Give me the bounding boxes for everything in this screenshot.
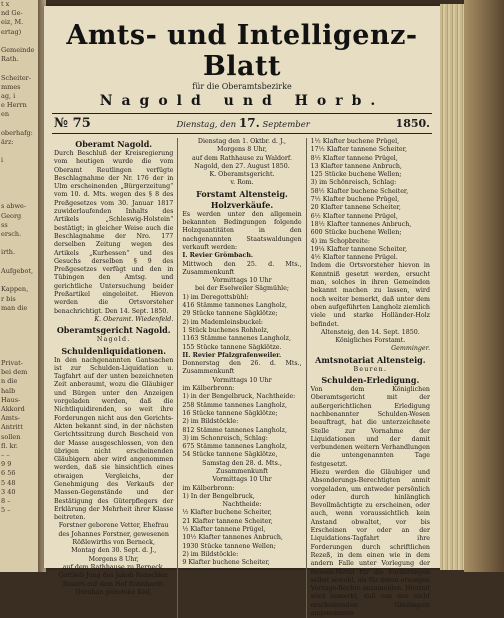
article-text: 2) im Bildstöckle: (182, 550, 239, 558)
text-columns (50, 138, 434, 618)
article-text: Zusammenkunft (216, 467, 268, 475)
article-text: Mittwoch den 25. d. Mts., Zusammenkunft (182, 260, 302, 276)
masthead (44, 6, 440, 109)
left-page-line (0, 276, 38, 285)
article-text: im Kälberbronn: (182, 484, 235, 492)
article-text: 9 Klafter buchene Scheiter, (182, 559, 270, 567)
article-text: Donnerstag den 26. d. Mts., Zusammenkunft (182, 360, 302, 376)
article-text: 17½ Klafter tannene Scheiter, (310, 146, 407, 154)
article-text: Morgens 8 Uhr, (217, 146, 267, 154)
left-page-line: s abwe- (1, 202, 27, 211)
article-text: Gemminger. (391, 345, 430, 353)
article-text: 6½ Klafter tannene Prügel, (310, 212, 398, 220)
left-page-line (0, 147, 38, 156)
article-heading: Oberamtsgericht Nagold. (56, 325, 171, 336)
article-text: Hiezu werden die Gläubiger und Absonderungs-Berechtigten anmit vorgeladen, um entweder persönlich oder durch hinlänglich Bevollmächtigte zu erscheinen, oder auch, wenn voraussichtlich kein Anstand obwaltet, vor bis Erscheinen vor oder an der Liquidations-Tagfahrt ihre Forderungen durch schriftlichen Rezeß, in dem einen wie in dem andern Falle unter Vorlegung der Beweis-Mittel für die Forderungen selbst sowohl, als für deren etwaigen Vorzugs-Rechte anzumelden. Hiermit wird bemerkt, daß von den nicht erscheinenden Gläubigern angenommen (310, 468, 430, 618)
article-text: 13 Klafter tannene Anbruch, (310, 162, 402, 170)
article-text: 812 Stämme tannenes Langholz, (182, 426, 287, 434)
left-page-line (0, 120, 38, 129)
article-text: 1) im Deregottsbühl: (182, 293, 249, 301)
book-cover-edge (464, 0, 504, 572)
left-page-line: oberhafg: (1, 128, 33, 137)
left-page-line (0, 258, 38, 267)
article-text: K. Oberamtsgericht. (209, 171, 275, 179)
article-text: 8½ Klafter tannene Prügel, (310, 154, 398, 162)
masthead-subtitle: für die Oberamtsbezirke (192, 82, 292, 91)
article-text: im Kälberbronn: (182, 385, 235, 393)
article-text: Vormittags 10 Uhr (212, 277, 272, 285)
article-text: Nagold, den 27. August 1850. (194, 162, 290, 170)
column-2 (178, 138, 306, 618)
article-text: 1) In der Bengelbruck, (182, 492, 255, 500)
date-prefix: Dienstag, den (176, 120, 237, 130)
article-text: 7½ Klafter buchene Prügel, (310, 196, 400, 204)
left-page-line: ss (1, 220, 8, 229)
article-text: Vormittags 10 Uhr (212, 376, 272, 384)
article-text: 21 Klafter tannene Scheiter, (182, 517, 273, 525)
article-text: Vormittags 10 Uhr (212, 476, 272, 484)
left-page-line (0, 184, 38, 193)
date-month: September (262, 120, 310, 130)
left-page-line: 6 56 (1, 469, 16, 478)
left-page-line: en (1, 110, 10, 119)
article-text: 3) im Schonreisch, Schlag: (182, 434, 268, 442)
left-page-line: t x (1, 0, 10, 8)
article-text: ½ Klafter tannene Prügel, (182, 526, 266, 534)
article-text: 1930 Stücke tannene Wellen; (182, 542, 276, 550)
article-text: 20 Klafter tannene Scheiter, (310, 204, 401, 212)
article-text: Nachtheide: (222, 501, 262, 509)
left-page-line: Haus- (1, 395, 21, 404)
left-page-line: 9 9 (1, 460, 12, 469)
article-text: K. Oberamt. Wiedenfeld. (94, 315, 174, 323)
article-text: Durch Beschluß der Kreisregierung vom heutigen wurde die vom Oberamt Reutlingen verfügte Beschlagnahme der Nr. 176 der in Ulm erscheinenden „Bürgerzeitung“ vom 10. d. Mts. wegen des § 8 des Preßgesetzes vom 30. Januar 1817 zuwiderlaufenden Inhalts des Artikels „Schleswig-Holstein“ bestätigt; in gleicher Weise auch die Beschlagnahme der Nro. 177 derselben Zeitung wegen des Artikels „Kurhessen“ und des Gesuchs derselben § 9 des Preßgesetzes verfügt und den in Tübingen den Amtsg. und gerichtliche Untersuchung beider Preßartikel eingeleitet. Hievon werden die Ortsvorsteher benachrichtigt. Den 14. Sept. 1850. (54, 150, 174, 315)
article-text: 10½ Klafter tannenes Anbruch, (182, 534, 283, 542)
issue-date (91, 116, 396, 130)
left-page-line: ärz: (1, 138, 14, 147)
left-page-line: Amts- (1, 414, 21, 423)
article-text: Altensteig, den 14. Sept. 1850. (320, 328, 420, 336)
left-page-line (0, 322, 38, 331)
left-page-line: ersch. (1, 230, 22, 239)
left-page-line (0, 341, 38, 350)
left-page-line: nd Ge- (1, 9, 23, 18)
article-text: 18½ Klafter tannenes Anbruch, (310, 220, 412, 228)
article-text: Es werden unter den allgemein bekannten Bedingungen folgende Holzquantitäten in den nachgenannten Staatswaldungen verkauft werden: (182, 210, 302, 251)
article-text: 29 Stücke tannene Sägklötze; (182, 310, 278, 318)
left-page-line: sollen (1, 432, 21, 441)
left-page-line (0, 193, 38, 202)
masthead-rule (52, 113, 432, 114)
left-page-line: r bis (1, 294, 16, 303)
left-page-line: Scheiter- (1, 73, 31, 82)
article-text: 3) im Schönreisch, Schlag: (310, 179, 397, 187)
left-page-line: 3 40 (1, 487, 16, 496)
left-page-line (0, 331, 38, 340)
article-heading: Schuldenliquidationen. (61, 345, 167, 356)
issue-info-line (54, 116, 430, 131)
left-page-line: 5 48 (1, 478, 16, 487)
article-text: 1163 Stämme tannenes Langholz, (182, 335, 291, 343)
left-page-line (0, 64, 38, 73)
article-text: 675 Stämme tannenes Langholz, (182, 443, 287, 451)
article-text: 1) in der Bengelbruck, Nachtheide: (182, 393, 296, 401)
left-page-line: ag, i (1, 92, 16, 101)
article-text: auf dem Rathhause zu Waldorf. (192, 154, 292, 162)
masthead-title: Amts- und Intelligenz-Blatt (66, 20, 418, 82)
article-text: 2) im Mademleinsbuckel: (182, 318, 264, 326)
left-page-line (0, 313, 38, 322)
date-day: 17. (238, 116, 260, 130)
article-text: 125 Stücke buchene Wellen; (310, 171, 402, 179)
article-text: 4) im Schopbreite: (310, 237, 370, 245)
article-text: 58½ Klafter buchene Scheiter, (310, 187, 409, 195)
left-page-line: Akkord (1, 404, 25, 413)
left-page-fragment (0, 0, 40, 572)
article-text: 416 Stämme tannenes Langholz, (182, 302, 287, 310)
left-page-line: i (1, 156, 4, 165)
left-page-line: irth. (1, 248, 16, 257)
article-text: Indem die Ortsvorsteher hievon in Kenntniß gesetzt werden, ersucht man, solches in ihren Gemeinden bekannt machen zu lassen, wird noch weiter bemerkt, daß unter dem oben aufgeführten Langholz ziemlich viele und starke Holländer-Holz befindet. (310, 262, 430, 328)
article-text: Forstner geborene Vetter, Ehefrau des Johannes Forstner, gewesenen Rößlewirths von Berneck, (58, 522, 169, 547)
article-text: Königliches Forstamt. (335, 337, 406, 345)
article-text: I. Revier Grömbach. (182, 252, 254, 260)
article-text: 19¼ Klafter tannene Scheiter, (310, 245, 407, 253)
column-3 (307, 138, 434, 618)
left-page-line (0, 350, 38, 359)
left-page-line (0, 166, 38, 175)
article-heading: Holzverkäufe. (210, 199, 274, 210)
left-page-line (0, 239, 38, 248)
article-text: Morgens 8 Uhr, (88, 555, 139, 563)
article-text: 54 Stücke tannene Sägklötze, (182, 451, 278, 459)
article-text: 1½ Klafter buchene Prügel, (310, 138, 400, 145)
left-page-line: bei dem (1, 368, 28, 377)
article-text: 155 Stücke tannene Sägklötze. (182, 343, 282, 351)
article-text: 16 Stücke tannene Sägklötze; (182, 409, 278, 417)
header-rule (52, 133, 432, 134)
article-text: bei der Eselweiler Sägmühle; (194, 285, 290, 293)
left-page-line (0, 37, 38, 46)
article-text: Samstag den 28. d. Mts., (202, 459, 282, 467)
column-1 (50, 138, 178, 618)
left-page-line: e Herrn (1, 101, 27, 110)
article-text: 258 Stämme tannenes Langholz, (182, 401, 287, 409)
article-heading: Amtsnotariat Altensteig. (315, 354, 426, 365)
article-text: auf dem Rathhause zu Berneck. (62, 563, 165, 571)
article-heading: Schulden-Erledigung. (321, 375, 420, 386)
article-text: 600 Stücke buchene Wellen; (310, 229, 402, 237)
issue-number: № 75 (54, 116, 91, 131)
article-text: 4½ Klafter tannene Prügel. (310, 254, 398, 262)
article-text: II. Revier Pfalzgrafenweiler. (182, 351, 282, 359)
article-text: Von dem Königlichen Oberamtsgericht mit der außergerichtlichen Erledigung nachbenannter Schulden-Wesen beauftragt, hat die unterzeichnete Stelle zur Vornahme der Liquidationen und der damit verbundenen weitern Verhandlungen die untengenannten Tage festgesetzt. (310, 386, 430, 468)
article-text: Gottlieb Jung des Jakob Renschler, Bauers auf dem Hof Rohnhardt, Dornhan geborene Kiel, (58, 572, 169, 596)
article-heading: Forstamt Altensteig. (196, 188, 288, 199)
left-page-line: 5 – (1, 506, 11, 515)
left-page-line: Gemeinde (1, 46, 35, 55)
left-page-line: eiz, M. (1, 18, 24, 27)
article-heading: Oberamt Nagold. (75, 139, 153, 149)
left-page-line: 8 – (1, 496, 11, 505)
article-text: Montag den 30. Sept. d. J., (71, 547, 157, 555)
article-text: Beuren. (353, 365, 388, 373)
left-page-line: Aufgebot, (1, 266, 34, 275)
article-text: Nagold. (96, 336, 131, 344)
article-text: v. Rom. (230, 179, 254, 187)
article-text: 2) im Bildstöckle: (182, 418, 239, 426)
newspaper-page (44, 6, 440, 618)
article-text: ½ Klafter buchene Scheiter, (182, 509, 272, 517)
article-text: Dienstag den 1. Oktbr. d. J., (197, 138, 287, 145)
left-page-line: Rath. (1, 55, 19, 64)
issue-year: 1850. (395, 117, 430, 130)
article-text: In den nachgenannten Gantsachen ist zur Schulden-Liquidation u. Tagfahrt auf der unten bezeichneten Zeit anberaumt, wozu die Gläubiger und Bürgen unter den Anzeigen vorgeladen werden, daß die Nichtliquidirenden, so weit ihre Forderungen nicht aus den Gerichts-Akten bekannt sind, in der nächsten Gerichtssitzung durch Bescheid von der Masse ausgeschlossen, von den übrigen nicht erscheinenden Gläubigern aber wird angenommen werden, daß sie hinsichtlich eines etwaigen Vergleichs, der Genehmigung des Verkaufs der Massen-Gegenstände und der Bestätigung des Güterpflegers der Erklärung der Mehrheit ihrer Klasse beitreten. (54, 356, 174, 522)
left-page-line: ertag) (1, 27, 22, 36)
left-page-line: man die (1, 303, 28, 312)
left-page-line: n die (1, 377, 18, 386)
left-page-line: Antritt (1, 423, 23, 432)
masthead-districts: Nagold und Horb. (99, 93, 385, 109)
left-page-line: Privat- (1, 358, 23, 367)
left-page-line: mmes (1, 82, 21, 91)
left-page-line (0, 175, 38, 184)
left-page-line: Georg (1, 211, 22, 220)
left-page-line: Kappen, (1, 285, 29, 294)
left-page-line: fl. kr. (1, 441, 18, 450)
article-text: 1 Stück buchenes Rohholz, (182, 326, 269, 334)
left-page-line: halb (1, 386, 16, 395)
left-page-line: – – (1, 450, 10, 459)
